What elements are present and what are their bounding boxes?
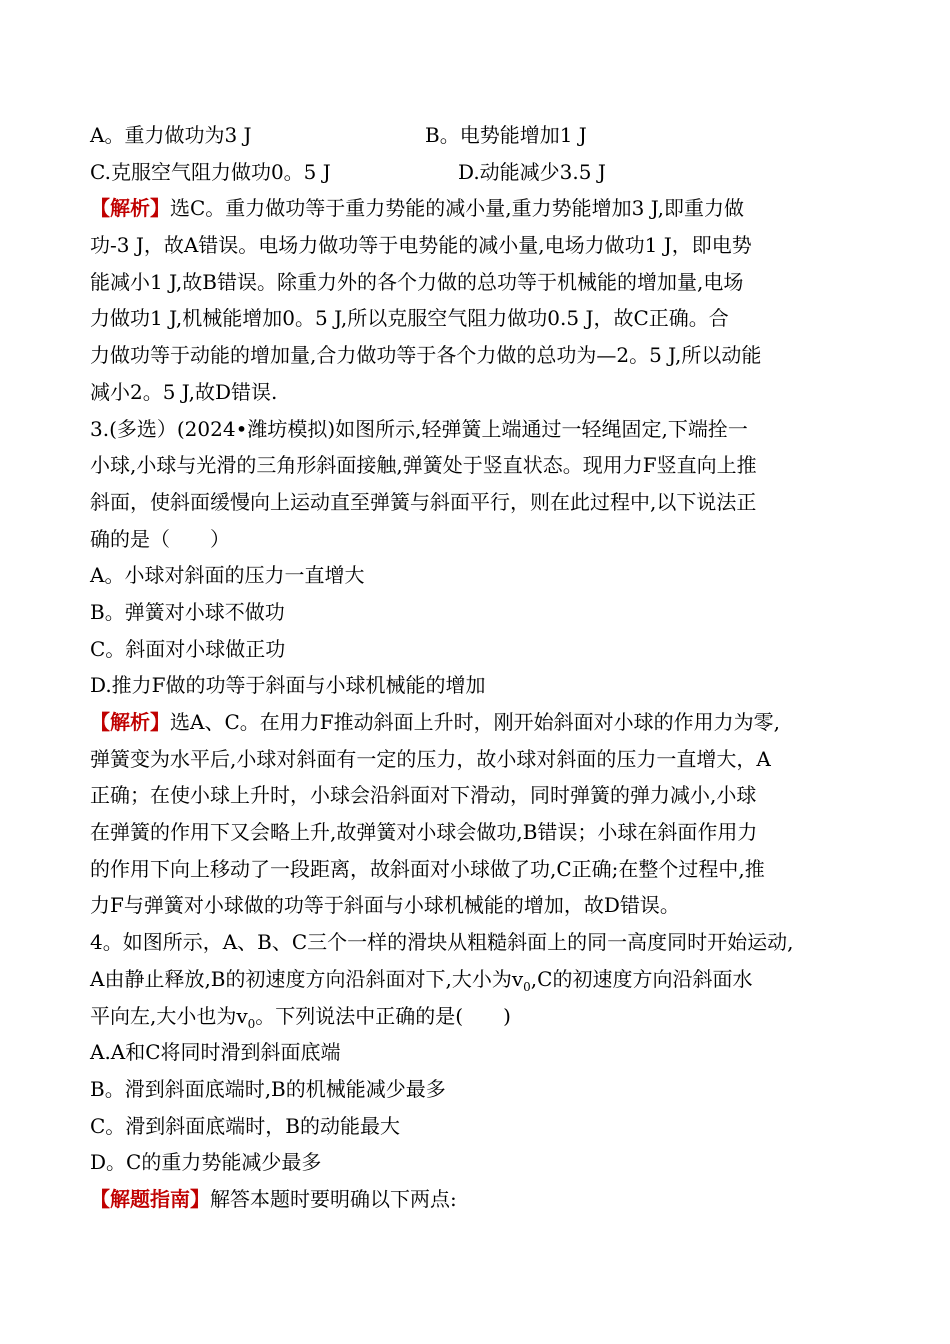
q4-guide-line — [90, 1181, 870, 1218]
question-text: A由静止释放,B的初速度方向沿斜面对下,大小为v — [90, 966, 524, 991]
q3-analysis-line-6 — [90, 887, 870, 924]
q4-stem-line-1 — [90, 924, 870, 961]
q4-option-a — [90, 1034, 870, 1071]
analysis-text: 减小2。5 J,故D错误. — [90, 379, 278, 404]
question-text: 。下列说法中正确的是( ) — [255, 1003, 511, 1028]
q3-analysis-line-3 — [90, 777, 870, 814]
q4-stem-line-2 — [90, 961, 870, 998]
q3-option-b — [90, 594, 870, 631]
q4-stem-line-3 — [90, 998, 870, 1035]
question-text: 小球,小球与光滑的三角形斜面接触,弹簧处于竖直状态。现用力F竖直向上推 — [90, 453, 757, 478]
analysis-text: 的作用下向上移动了一段距离，故斜面对小球做了功,C正确;在整个过程中,推 — [90, 856, 765, 881]
q3-stem-line-2 — [90, 447, 870, 484]
q3-option-c — [90, 631, 870, 668]
q3-option-d — [90, 667, 870, 704]
question-text: 斜面，使斜面缓慢向上运动直至弹簧与斜面平行，则在此过程中,以下说法正 — [90, 489, 757, 514]
analysis-text: 力做功1 J,机械能增加0。5 J,所以克服空气阻力做功0.5 J，故C正确。合 — [90, 306, 729, 331]
q2-analysis-line-6 — [90, 374, 870, 411]
q3-analysis-line-1 — [90, 704, 870, 741]
analysis-tag: 【解析】 — [90, 710, 170, 734]
q4-option-d — [90, 1144, 870, 1181]
analysis-text: 选C。重力做功等于重力势能的减小量,重力势能增加3 J,即重力做 — [170, 196, 744, 221]
guide-text: 解答本题时要明确以下两点: — [210, 1186, 457, 1211]
analysis-text: 选A、C。在用力F推动斜面上升时，刚开始斜面对小球的作用力为零, — [170, 710, 780, 734]
analysis-text: 弹簧变为水平后,小球对斜面有一定的压力，故小球对斜面的压力一直增大，A — [90, 746, 771, 771]
analysis-text: 力做功等于动能的增加量,合力做功等于各个力做的总功为—2。5 J,所以动能 — [90, 343, 762, 368]
analysis-text: 力F与弹簧对小球做的功等于斜面与小球机械能的增加，故D错误。 — [90, 893, 680, 918]
q4-option-b — [90, 1071, 870, 1108]
option-text: B。滑到斜面底端时,B的机械能减少最多 — [90, 1076, 446, 1101]
document-page — [90, 117, 870, 1218]
question-text: 确的是（ ） — [90, 526, 230, 551]
q2-options-row-1 — [90, 117, 870, 154]
question-text: 3.(多选）(2024•潍坊模拟)如图所示,轻弹簧上端通过一轻绳固定,下端拴一 — [90, 416, 748, 441]
subscript-zero: 0 — [523, 979, 531, 994]
q2-option-d: D.动能减少3.5 J — [458, 159, 606, 184]
question-text: 4。如图所示，A、B、C三个一样的滑块从粗糙斜面上的同一高度同时开始运动, — [90, 930, 794, 955]
option-text: C。斜面对小球做正功 — [90, 636, 286, 661]
option-text: C。滑到斜面底端时，B的动能最大 — [90, 1113, 400, 1138]
q3-analysis-line-2 — [90, 741, 870, 778]
option-text: D.推力F做的功等于斜面与小球机械能的增加 — [90, 673, 486, 698]
analysis-text: 正确；在使小球上升时，小球会沿斜面对下滑动，同时弹簧的弹力减小,小球 — [90, 783, 757, 808]
q3-stem-line-4 — [90, 521, 870, 558]
q2-option-a: A。重力做功为3 J — [90, 123, 252, 147]
q2-analysis-line-5 — [90, 337, 870, 374]
analysis-text: 功-3 J，故A错误。电场力做功等于电势能的减小量,电场力做功1 J，即电势 — [90, 233, 752, 258]
q4-option-c — [90, 1108, 870, 1145]
q3-analysis-line-4 — [90, 814, 870, 851]
subscript-zero: 0 — [247, 1016, 256, 1031]
q2-analysis-line-1 — [90, 190, 870, 227]
q2-analysis-line-2 — [90, 227, 870, 264]
q2-analysis-line-4 — [90, 300, 870, 337]
q3-stem-line-1 — [90, 411, 870, 448]
q2-analysis-line-3 — [90, 264, 870, 301]
question-text: 平向左,大小也为v — [90, 1003, 248, 1028]
q3-analysis-line-5 — [90, 851, 870, 888]
analysis-text: 在弹簧的作用下又会略上升,故弹簧对小球会做功,B错误；小球在斜面作用力 — [90, 820, 758, 845]
q2-options-row-2 — [90, 154, 870, 191]
option-text: B。弹簧对小球不做功 — [90, 599, 285, 624]
q3-stem-line-3 — [90, 484, 870, 521]
q2-option-c: C.克服空气阻力做功0。5 J — [90, 159, 331, 184]
q2-option-b: B。电势能增加1 J — [425, 123, 587, 147]
question-text: ,C的初速度方向沿斜面水 — [530, 966, 753, 991]
q3-option-a — [90, 557, 870, 594]
guide-tag: 【解题指南】 — [90, 1186, 210, 1211]
analysis-text: 能减小1 J,故B错误。除重力外的各个力做的总功等于机械能的增加量,电场 — [90, 269, 744, 294]
option-text: A。小球对斜面的压力一直增大 — [90, 563, 365, 588]
option-text: D。C的重力势能减少最多 — [90, 1150, 322, 1175]
analysis-tag: 【解析】 — [90, 196, 170, 221]
option-text: A.A和C将同时滑到斜面底端 — [90, 1040, 341, 1065]
